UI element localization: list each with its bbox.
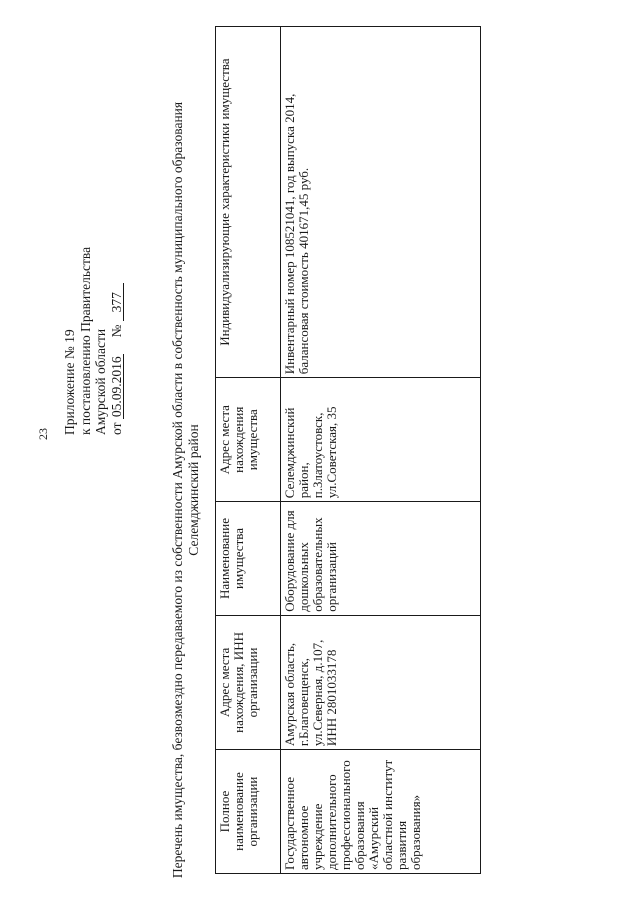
- column-header: Адрес места нахождения, ИНН организации: [216, 615, 281, 749]
- date-prefix: от: [108, 422, 124, 435]
- cell-property-address: Селемджинский район, п.Златоустовск, ул.Советская, 35: [281, 378, 481, 502]
- appendix-line: Амурской области: [93, 328, 108, 435]
- appendix-number: 377: [110, 283, 124, 321]
- cell-characteristics: Инвентарный номер 108521041, год выпуска 2014, балансовая стоимость 401671,45 руб.: [281, 27, 481, 378]
- appendix-header: [62, 175, 124, 435]
- column-header: Наименование имущества: [216, 502, 281, 616]
- cell-address-inn: Амурская область, г.Благовещенск, ул.Северная, д.107, ИНН 2801033178: [281, 615, 481, 749]
- cell-property-name: Оборудование для дошкольных образовательных организаций: [281, 502, 481, 616]
- column-header: Адрес места нахождения имущества: [216, 378, 281, 502]
- page-number: 23: [36, 428, 50, 440]
- appendix-date: 05.09.2016: [108, 356, 124, 418]
- column-header: Индивидуализирующие характеристики имущества: [216, 27, 281, 378]
- appendix-line: Приложение № 19: [62, 329, 77, 435]
- column-header: Полное наименование организации: [216, 750, 281, 874]
- cell-organization: Государственное автономное учреждение дополнительного профессионального образования «Амурский областной институт развития образования»: [281, 750, 481, 874]
- table-header-row: [216, 27, 281, 874]
- document-title: Перечень имущества, безвозмездно передаваемого из собственности Амурской области в собственность муниципального образования Селемджинский район: [170, 101, 201, 879]
- table-row: [281, 27, 481, 874]
- rotated-document: [30, 10, 630, 880]
- property-table: [215, 26, 481, 874]
- appendix-line: к постановлению Правительства: [77, 246, 93, 435]
- appendix-date-line: [109, 175, 125, 435]
- number-label: №: [108, 324, 124, 338]
